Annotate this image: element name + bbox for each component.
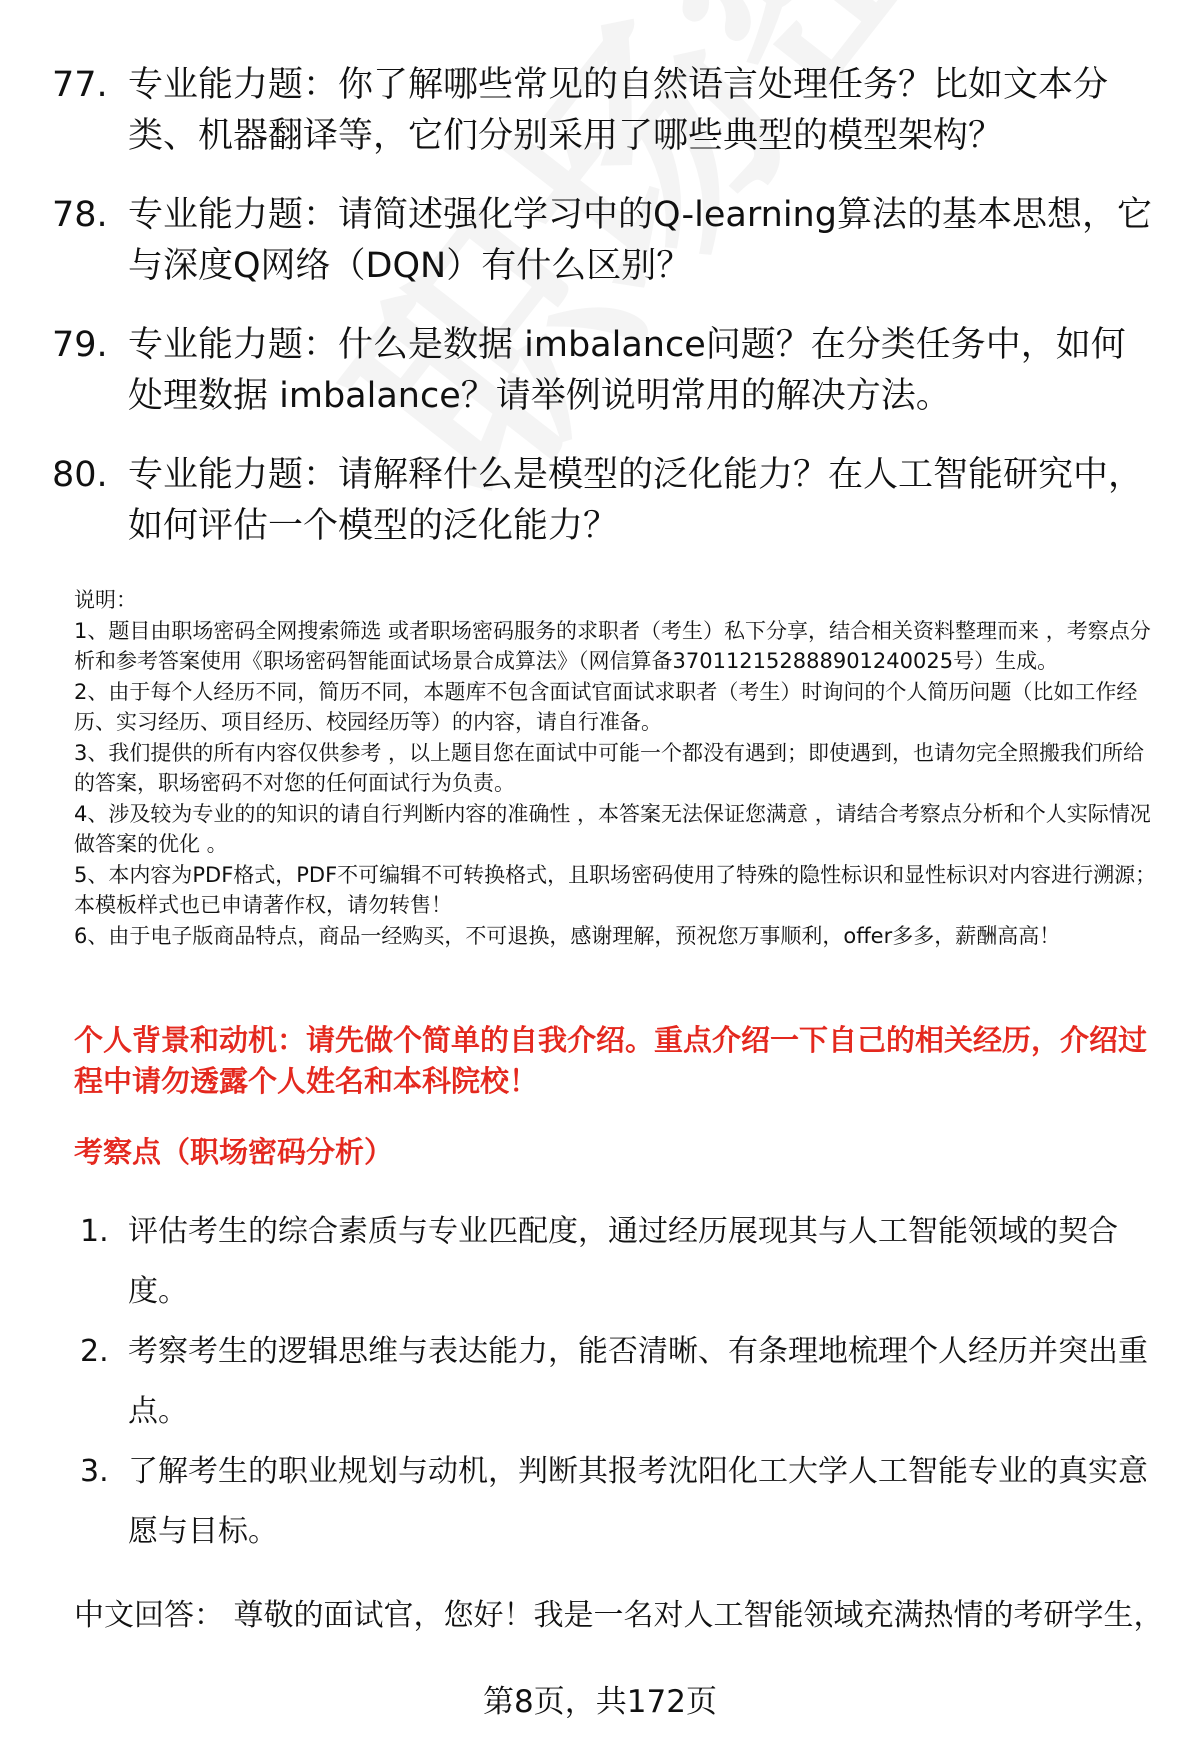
question-text: 专业能力题：你了解哪些常见的自然语言处理任务？比如文本分类、机器翻译等，它们分别采用了哪些典型的模型架构？ (128, 65, 1109, 156)
question-item (52, 320, 1152, 422)
point-number: 3. (80, 1454, 109, 1489)
page-footer: 第8页，共172页 (483, 1684, 717, 1720)
point-number: 1. (80, 1214, 109, 1249)
question-text: 专业能力题：请解释什么是模型的泛化能力？在人工智能研究中，如何评估一个模型的泛化能力？ (128, 455, 1144, 546)
note-item: 3、我们提供的所有内容仅供参考 ，以上题目您在面试中可能一个都没有遇到；即使遇到，也请勿完全照搬我们所给的答案，职场密码不对您的任何面试行为负责。 (74, 740, 1145, 795)
note-item: 5、本内容为PDF格式，PDF不可编辑不可转换格式，且职场密码使用了特殊的隐性标识和显性标识对内容进行溯源；本模板样式也已申请著作权，请勿转售！ (74, 862, 1157, 917)
answer-text: 尊敬的面试官，您好！我是一名对人工智能领域充满热情的考研学生， (233, 1598, 1164, 1633)
note-item: 6、由于电子版商品特点，商品一经购买，不可退换，感谢理解，预祝您万事顺利，offer多多，薪酬高高！ (74, 923, 1061, 948)
point-number: 2. (80, 1334, 109, 1369)
question-number: 77. (52, 65, 108, 105)
points-list (80, 1202, 1150, 1562)
note-item: 2、由于每个人经历不同，简历不同，本题库不包含面试官面试求职者（考生）时询问的个人简历问题（比如工作经历、实习经历、项目经历、校园经历等）的内容，请自行准备。 (74, 679, 1138, 734)
question-number: 79. (52, 325, 108, 365)
notes-block (74, 585, 1164, 951)
point-item (80, 1202, 1150, 1322)
point-text: 评估考生的综合素质与专业匹配度，通过经历展现其与人工智能领域的契合度。 (128, 1214, 1118, 1309)
point-text: 了解考生的职业规划与动机，判断其报考沈阳化工大学人工智能专业的真实意愿与目标。 (128, 1454, 1148, 1549)
section-question-heading: 个人背景和动机：请先做个简单的自我介绍。重点介绍一下自己的相关经历，介绍过程中请勿透露个人姓名和本科院校！ (74, 1023, 1148, 1098)
question-text: 专业能力题：请简述强化学习中的Q-learning算法的基本思想，它与深度Q网络（DQN）有什么区别？ (128, 195, 1152, 286)
point-item (80, 1442, 1150, 1562)
question-item (52, 190, 1152, 292)
question-item (52, 450, 1152, 552)
note-item: 1、题目由职场密码全网搜索筛选 或者职场密码服务的求职者（考生）私下分享，结合相关资料整理而来 ，考察点分析和参考答案使用《职场密码智能面试场景合成算法》（网信算备370112152888901240025号）生成。 (74, 618, 1151, 673)
answer-label: 中文回答： (74, 1598, 224, 1633)
question-number: 78. (52, 195, 108, 235)
notes-title: 说明： (74, 588, 137, 612)
points-title: 考察点（职场密码分析） (74, 1135, 394, 1169)
answer-line (74, 1595, 1164, 1637)
question-number: 80. (52, 455, 108, 495)
point-item (80, 1322, 1150, 1442)
question-text: 专业能力题：什么是数据 imbalance问题？在分类任务中，如何处理数据 imbalance？请举例说明常用的解决方法。 (128, 325, 1126, 416)
question-list (52, 60, 1152, 580)
point-text: 考察考生的逻辑思维与表达能力，能否清晰、有条理地梳理个人经历并突出重点。 (128, 1334, 1148, 1429)
question-item (52, 60, 1152, 162)
note-item: 4、涉及较为专业的的知识的请自行判断内容的准确性 ，本答案无法保证您满意 ，请结合考察点分析和个人实际情况做答案的优化 。 (74, 801, 1151, 856)
